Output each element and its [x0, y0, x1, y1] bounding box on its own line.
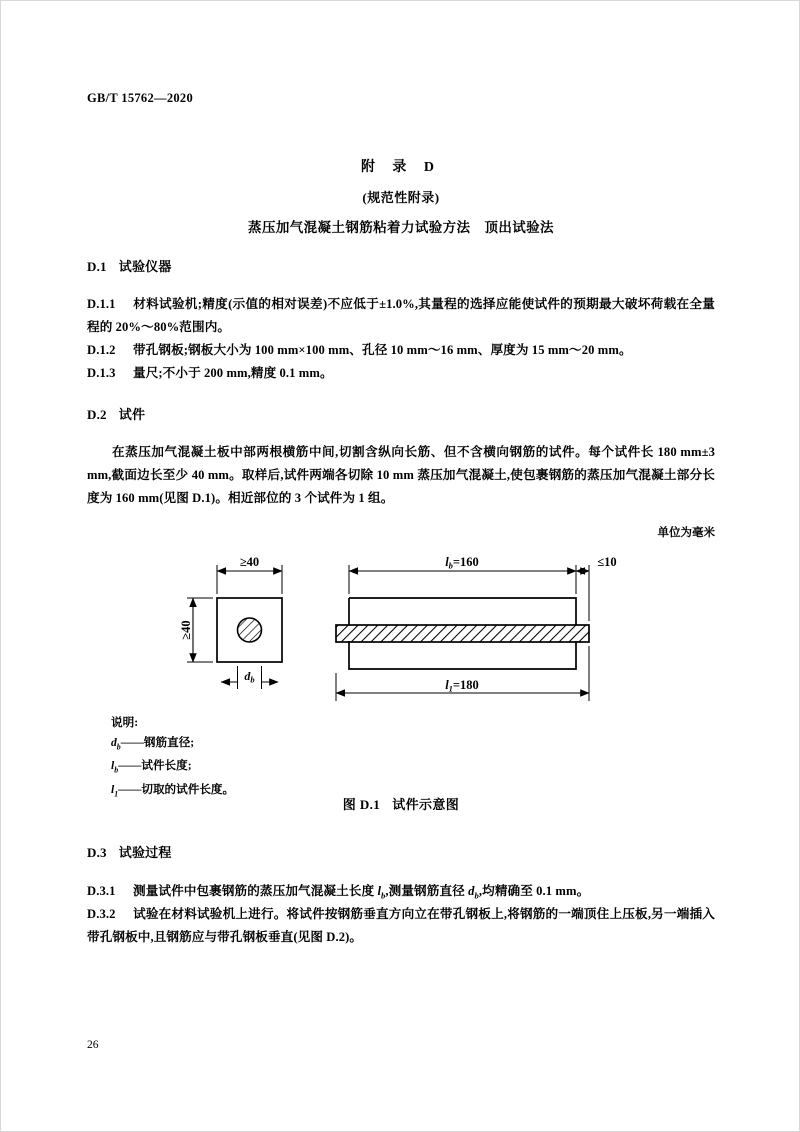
annex-heading-block: [87, 156, 715, 236]
clause-text-d1-2: 带孔钢板;钢板大小为 100 mm×100 mm、孔径 10 mm～16 mm、厚度为 15 mm～20 mm。: [133, 343, 632, 357]
total-length-label: $l_1=180$: [445, 678, 479, 694]
figure-unit-note: 单位为毫米: [657, 527, 715, 539]
rebar-bar: [336, 625, 589, 642]
clause-label-d1-1: D.1.1: [87, 297, 116, 311]
section-title-d1: 试验仪器: [118, 259, 172, 274]
cross-section-view: [179, 555, 282, 689]
legend-sep-1: ——: [120, 735, 144, 749]
annex-title: 附 录 D: [360, 160, 442, 175]
section-heading-d2: [87, 404, 145, 423]
paragraph-d1-2: [87, 339, 715, 362]
embedded-length-label: $l_b=160$: [445, 555, 479, 571]
section-title-d2: 试件: [118, 407, 146, 422]
specimen-schematic-svg: [87, 549, 715, 709]
clause-text-d3-2: 试验在材料试验机上进行。将试件按钢筋垂直方向立在带孔钢板上,将钢筋的一端顶住上压板,另一端插入带孔钢板中,且钢筋应与带孔钢板垂直(见图 D.2)。: [87, 907, 715, 944]
page-number: 26: [87, 1039, 99, 1051]
figure-caption: [87, 794, 715, 813]
legend-entry-lb: $l_b——$试件长度;: [111, 759, 192, 775]
legend-entry-db: $d_b——$钢筋直径;: [111, 735, 195, 751]
section-number-d2: D.2: [87, 407, 107, 422]
section-heading-d3: [87, 842, 172, 861]
legend-sep-3: ——: [118, 783, 142, 797]
clause-text-d1-3: 量尺;不小于 200 mm,精度 0.1 mm。: [133, 366, 333, 380]
legend-desc-2: 试件长度;: [141, 759, 192, 773]
figure-caption-number: 图 D.1: [342, 797, 381, 812]
section-number-d1: D.1: [87, 259, 107, 274]
clause-text-d3-1: 测量试件中包裹钢筋的蒸压加气混凝土长度 $l_b$,测量钢筋直径 $d_b$,均精确至 0.1 mm。: [133, 884, 590, 901]
annex-subtitle: (规范性附录): [362, 190, 440, 205]
paragraph-d1-1: [87, 293, 715, 339]
cs-width-label: ≥40: [239, 555, 260, 569]
rebar-circle: [238, 618, 262, 642]
cs-height-label: ≥40: [179, 620, 193, 640]
paragraph-d1-3: [87, 362, 715, 385]
legend-desc-1: 钢筋直径;: [143, 735, 195, 749]
cut-end-label: ≤10: [597, 555, 617, 569]
section-title-d3: 试验过程: [118, 845, 172, 860]
side-elevation-view: [336, 555, 617, 701]
annex-name: [87, 216, 715, 236]
clause-label-d3-2: D.3.2: [87, 907, 116, 921]
legend-title: 说明:: [111, 716, 139, 729]
rebar-diameter-label: $d_b$: [244, 669, 255, 685]
legend-sep-2: ——: [118, 759, 142, 773]
figure-caption-text: 试件示意图: [392, 797, 460, 812]
paragraph-d3-2: [87, 903, 715, 949]
annex-name-part1: 蒸压加气混凝土钢筋粘着力试验方法: [248, 220, 471, 235]
section-heading-d1: [87, 256, 172, 275]
page-content: [1, 1, 800, 1132]
clause-label-d1-2: D.1.2: [87, 343, 116, 357]
legend-entry-l1: $l_1——$切取的试件长度。: [111, 783, 235, 799]
standard-number-header: GB/T 15762—2020: [87, 91, 194, 105]
figure-legend: [111, 713, 234, 804]
paragraph-d2-body: 在蒸压加气混凝土板中部两根横筋中间,切割含纵向长筋、但不含横向钢筋的试件。每个试件长 180 mm±3 mm,截面边长至少 40 mm。取样后,试件两端各切除 10 mm 蒸压加气混凝土,使包裹钢筋的蒸压加气混凝土部分长度为 160 mm(见图 D.1)。相近部位的 3 个试件为 1 组。: [87, 445, 715, 505]
clause-text-d1-1: 材料试验机;精度(示值的相对误差)不应低于±1.0%,其量程的选择应能使试件的预期最大破坏荷载在全量程的 20%～80%范围内。: [87, 297, 715, 334]
section-number-d3: D.3: [87, 845, 107, 860]
clause-label-d3-1: D.3.1: [87, 884, 116, 898]
annex-name-part2: 顶出试验法: [484, 220, 554, 235]
figure-d1-drawing: [87, 549, 715, 709]
legend-desc-3: 切取的试件长度。: [141, 783, 235, 797]
clause-label-d1-3: D.1.3: [87, 366, 116, 380]
